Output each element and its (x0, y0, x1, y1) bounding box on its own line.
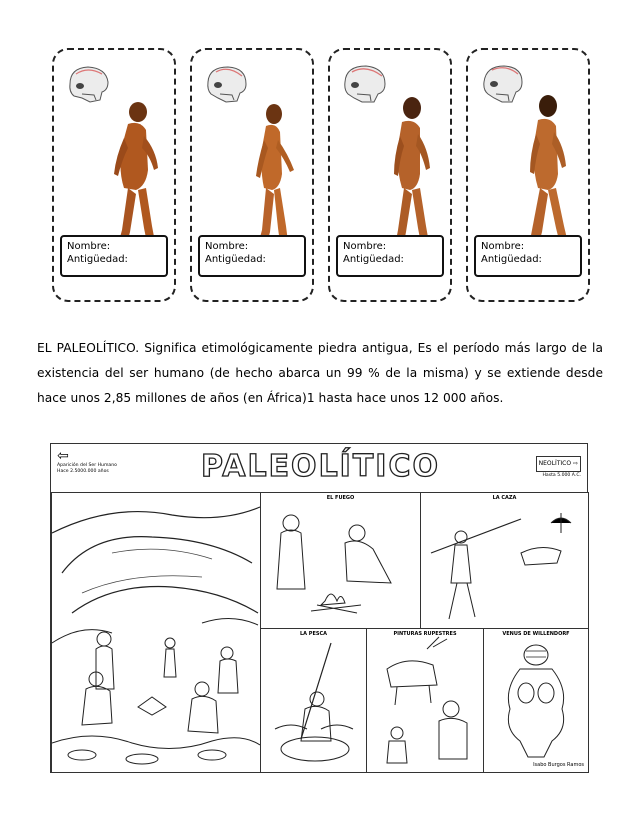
neolitico-link: NEOLÍTICO ⇨ (536, 456, 581, 472)
antiguedad-label: Antigüedad: (481, 254, 542, 265)
la-caza-panel (420, 492, 589, 629)
worksheet-header-left (57, 449, 147, 475)
evolution-card-3 (328, 48, 452, 302)
el-fuego-panel (260, 492, 421, 629)
pinturas-rupestres-title: PINTURAS RUPESTRES (393, 631, 457, 637)
arrow-left-icon: ⇦ (57, 448, 69, 464)
fishing-scene-drawing (261, 629, 366, 772)
evolution-card-2 (190, 48, 314, 302)
illustration-credit: Isabo Burgos Ramos (533, 762, 584, 768)
antiguedad-label: Antigüedad: (67, 254, 128, 265)
paleolitico-worksheet (50, 443, 588, 773)
cave-scene-panel (51, 492, 261, 773)
la-caza-title: LA CAZA (492, 495, 517, 501)
paleolitico-paragraph: EL PALEOLÍTICO. Significa etimológicamente piedra antigua, Es el período más largo de la existencia del ser humano (de hecho abarca un 99 % de la misma) y se extiende desde hace unos 2,85 millones de años (en África)1 hasta hace unos 12 000 años. (37, 341, 603, 405)
card-info-box (336, 235, 444, 277)
card-info-box (474, 235, 582, 277)
left-note-1: Aparición del Ser Humano (57, 463, 117, 468)
worksheet-header-right (501, 450, 581, 480)
nombre-label: Nombre: (343, 241, 387, 252)
worksheet-title: PALEOLÍTICO (201, 449, 440, 484)
evolution-card-1 (52, 48, 176, 302)
nombre-label: Nombre: (67, 241, 111, 252)
left-note-2: Hace 2.5000.000 años (57, 469, 109, 474)
la-pesca-panel (260, 628, 367, 773)
card-info-box (198, 235, 306, 277)
el-fuego-title: EL FUEGO (326, 495, 355, 501)
evolution-card-4 (466, 48, 590, 302)
hunt-scene-drawing (421, 493, 588, 628)
antiguedad-label: Antigüedad: (205, 254, 266, 265)
card-info-box (60, 235, 168, 277)
venus-willendorf-panel (483, 628, 589, 773)
fire-scene-drawing (261, 493, 420, 628)
nombre-label: Nombre: (205, 241, 249, 252)
venus-willendorf-title: VENUS DE WILLENDORF (502, 631, 570, 637)
nombre-label: Nombre: (481, 241, 525, 252)
right-note: Hasta 5.000 A.C. (542, 473, 581, 478)
antiguedad-label: Antigüedad: (343, 254, 404, 265)
pinturas-rupestres-panel (366, 628, 484, 773)
cave-painting-drawing (367, 629, 483, 772)
la-pesca-title: LA PESCA (299, 631, 328, 637)
venus-figurine-drawing (484, 629, 588, 772)
cave-scene-drawing (52, 493, 260, 772)
